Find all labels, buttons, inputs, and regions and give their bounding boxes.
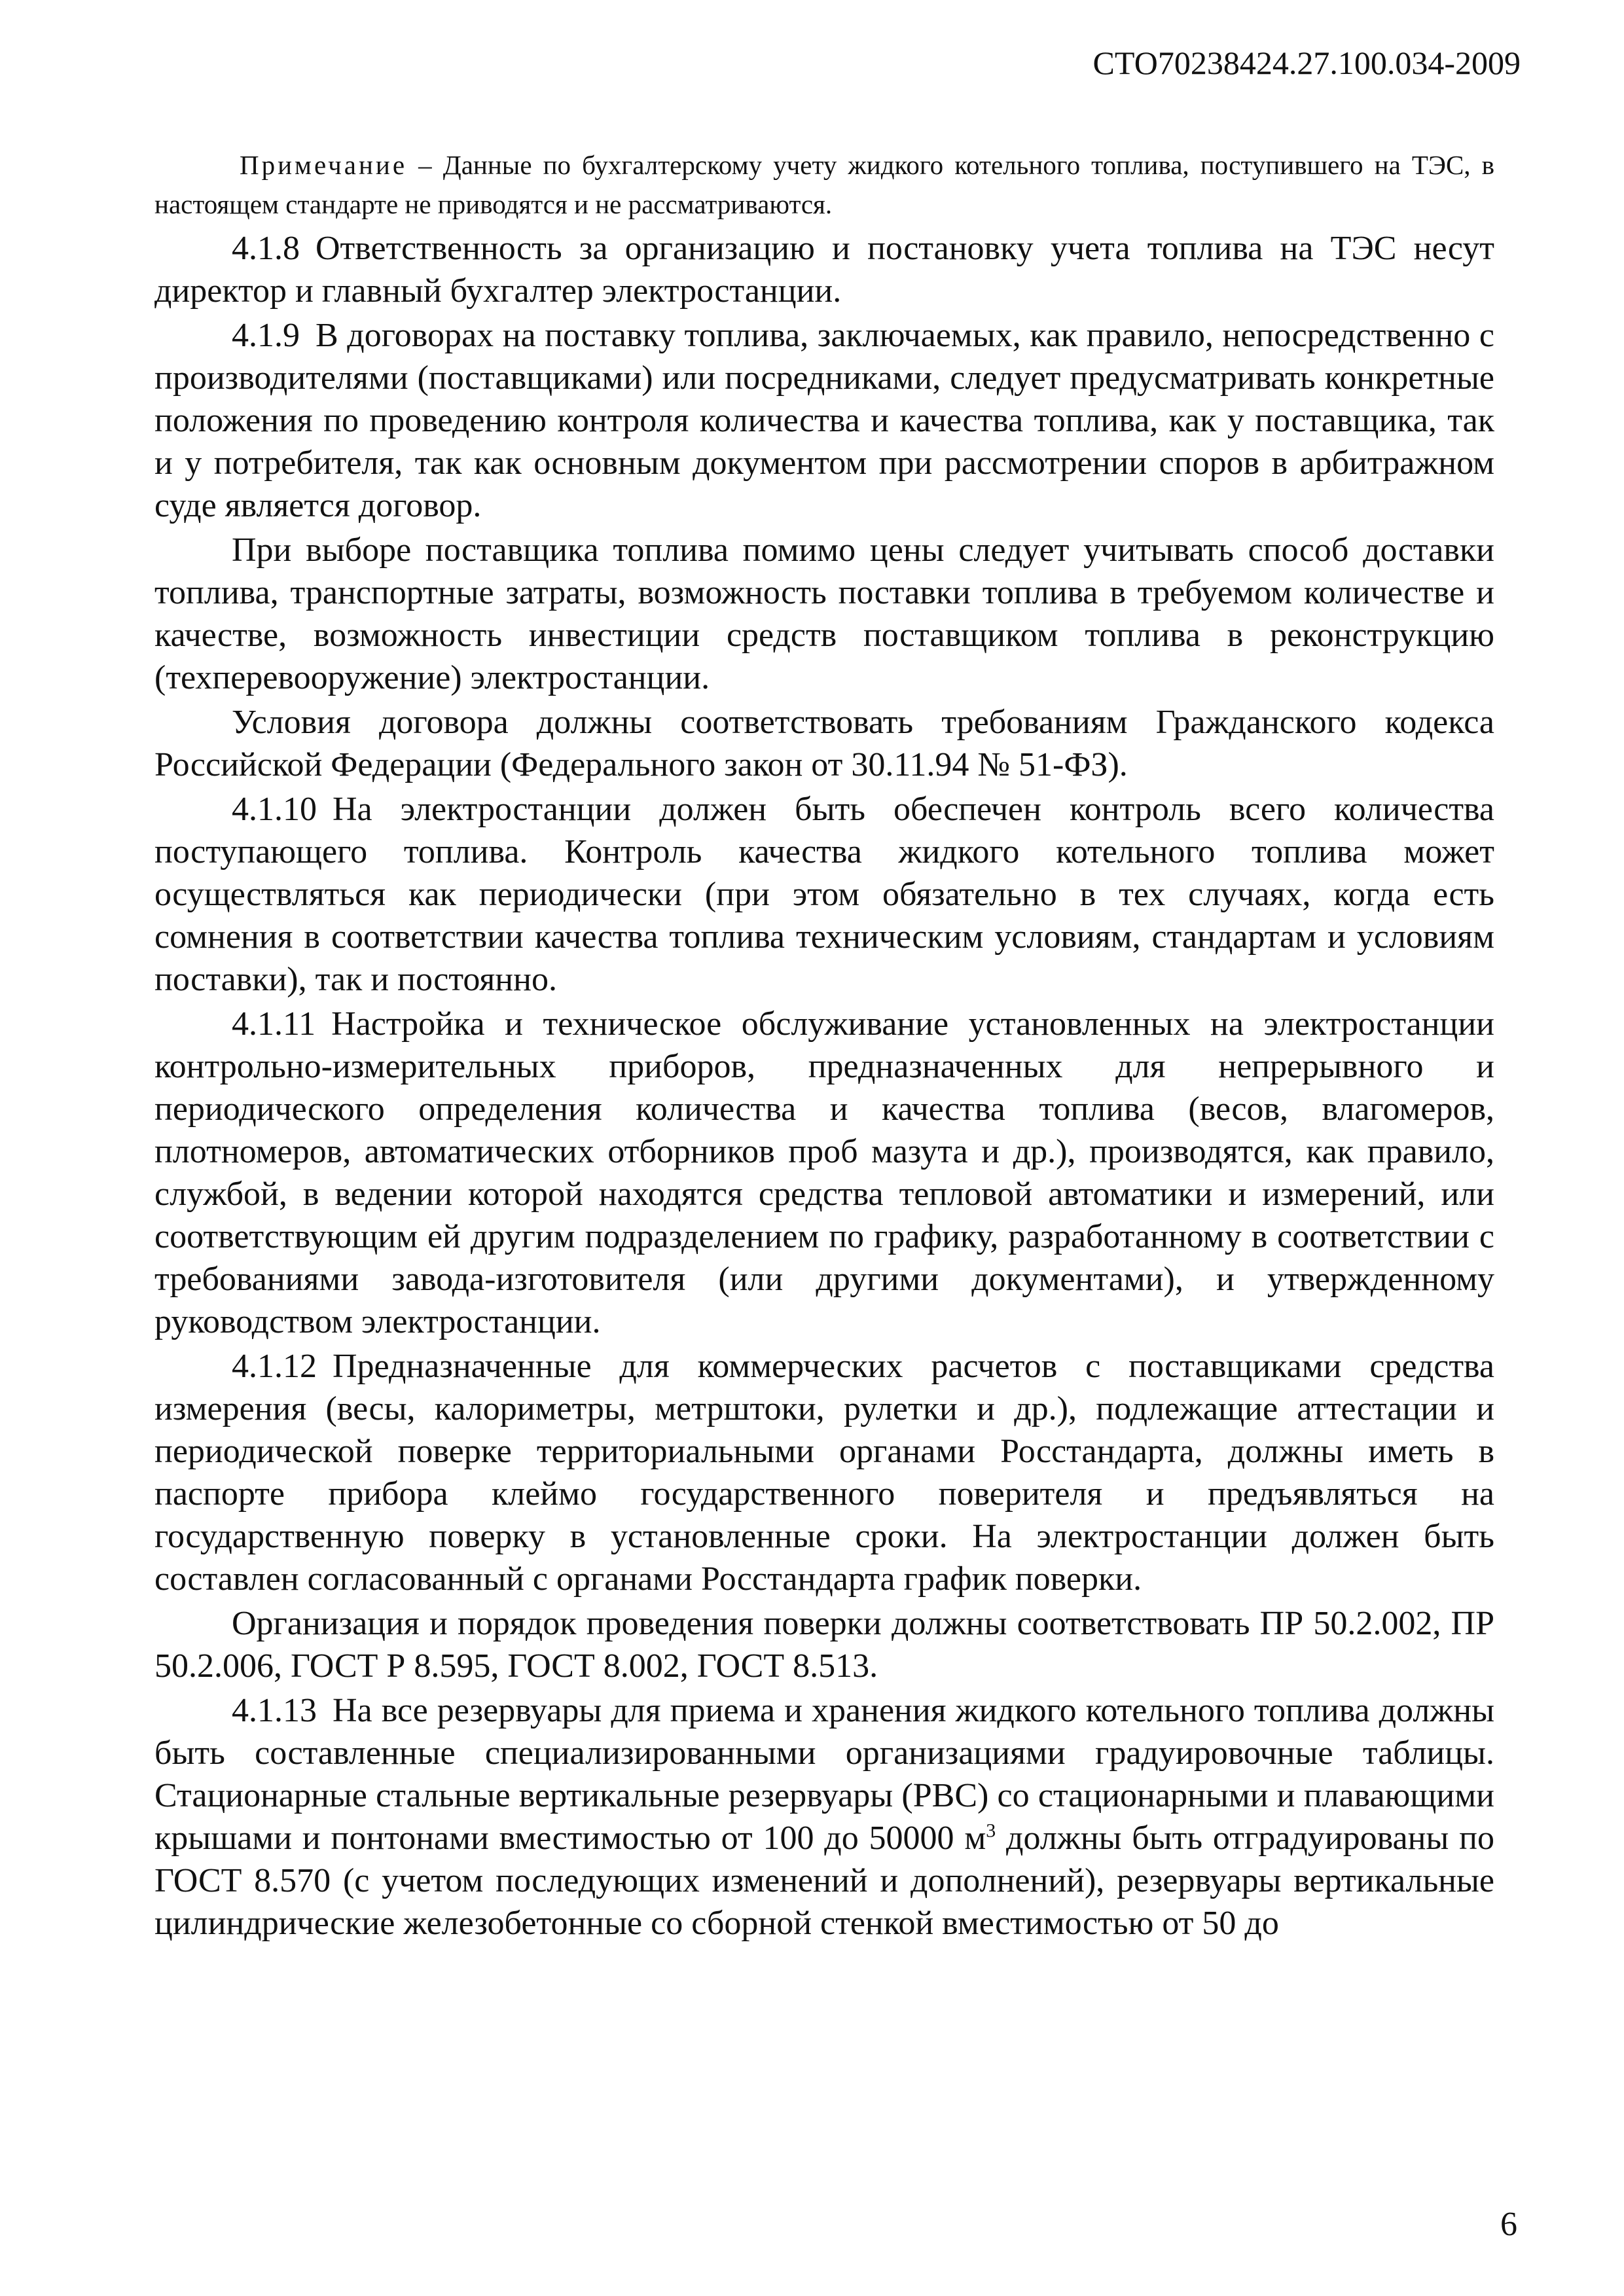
paragraph-list [154,227,1494,1687]
page-number: 6 [1500,2206,1517,2243]
paragraph-number: 4.1.9 [232,317,300,354]
paragraph-text: Условия договора должны соответствовать требованиям Гражданского кодекса Российской Федерации (Федерального закон от 30.11.94 № 51-ФЗ). [154,704,1494,783]
note [154,145,1494,224]
paragraph [154,529,1494,699]
document-body [154,145,1494,1946]
paragraph [154,227,1494,312]
paragraph-number: 4.1.8 [232,230,300,267]
paragraph-text: В договорах на поставку топлива, заключаемых, как правило, непосредственно с производителями (поставщиками) или посредниками, следует предусматривать конкретные положения по проведению контроля количества и качества топлива, как у поставщика, так и у потребителя, так как основным документом при рассмотрении споров в арбитражном суде является договор. [154,317,1494,524]
paragraph-number: 4.1.13 [232,1692,317,1729]
paragraph-text: Настройка и техническое обслуживание установленных на электростанции контрольно-измерительных приборов, предназначенных для непрерывного и периодического определения количества и качества топлива (весов, влагомеров, плотномеров, автоматических отборников проб мазута и др.), производятся, как правило, службой, в ведении которой находятся средства тепловой автоматики и измерений, или соответствующим ей другим подразделением по графику, разработанному в соответствии с требованиями завода-изготовителя (или другими документами), и утвержденному руководством электростанции. [154,1005,1494,1340]
paragraph [154,1602,1494,1687]
paragraph-number: 4.1.12 [232,1348,317,1385]
paragraph [154,1345,1494,1600]
paragraph-text: При выборе поставщика топлива помимо цены следует учитывать способ доставки топлива, транспортные затраты, возможность поставки топлива в требуемом количестве и качестве, возможность инвестиции средств поставщиком топлива в реконструкцию (техперевооружение) электростанции. [154,531,1494,696]
paragraph-text: На все резервуары для приема и хранения жидкого котельного топлива должны быть составленные специализированными организациями градуировочные таблицы. Стационарные стальные вертикальные резервуары (РВС) со стационарными и плавающими крышами и понтонами вместимостью от 100 до 50000 м [154,1692,1494,1857]
superscript: 3 [986,1820,996,1842]
paragraph-text: На электростанции должен быть обеспечен контроль всего количества поступающего топлива. Контроль качества жидкого котельного топлива может осуществляться как периодически (при этом обязательно в тех случаях, когда есть сомнения в соответствии качества топлива техническим условиям, стандартам и условиям поставки), так и постоянно. [154,791,1494,998]
paragraph [154,701,1494,786]
paragraph [154,1003,1494,1343]
paragraph-text: Ответственность за организацию и постановку учета топлива на ТЭС несут директор и главный бухгалтер электростанции. [154,230,1494,310]
note-text: – Данные по бухгалтерскому учету жидкого котельного топлива, поступившего на ТЭС, в настоящем стандарте не приводятся и не рассматриваются. [154,150,1494,219]
paragraph-number: 4.1.10 [232,791,317,828]
paragraph-text: Организация и порядок проведения поверки должны соответствовать ПР 50.2.002, ПР 50.2.006, ГОСТ Р 8.595, ГОСТ 8.002, ГОСТ 8.513. [154,1605,1494,1685]
paragraph-text-cont: должны быть отградуированы по ГОСТ 8.570 (с учетом последующих изменений и дополнений), резервуары вертикальные цилиндрические железобетонные со сборной стенкой вместимостью от 50 до [154,1820,1494,1942]
paragraph [154,314,1494,527]
paragraph-number: 4.1.11 [232,1005,316,1043]
paragraph-4-1-13 [154,1689,1494,1945]
paragraph [154,788,1494,1001]
document-code: СТО70238424.27.100.034-2009 [1092,45,1521,81]
note-label: Примечание [240,150,408,180]
paragraph-text: Предназначенные для коммерческих расчетов с поставщиками средства измерения (весы, калориметры, метрштоки, рулетки и др.), подлежащие аттестации и периодической поверке территориальными органами Росстандарта, должны иметь в паспорте прибора клеймо государственного поверителя и предъявляться на государственную поверку в установленные сроки. На электростанции должен быть составлен согласованный с органами Росстандарта график поверки. [154,1348,1494,1598]
